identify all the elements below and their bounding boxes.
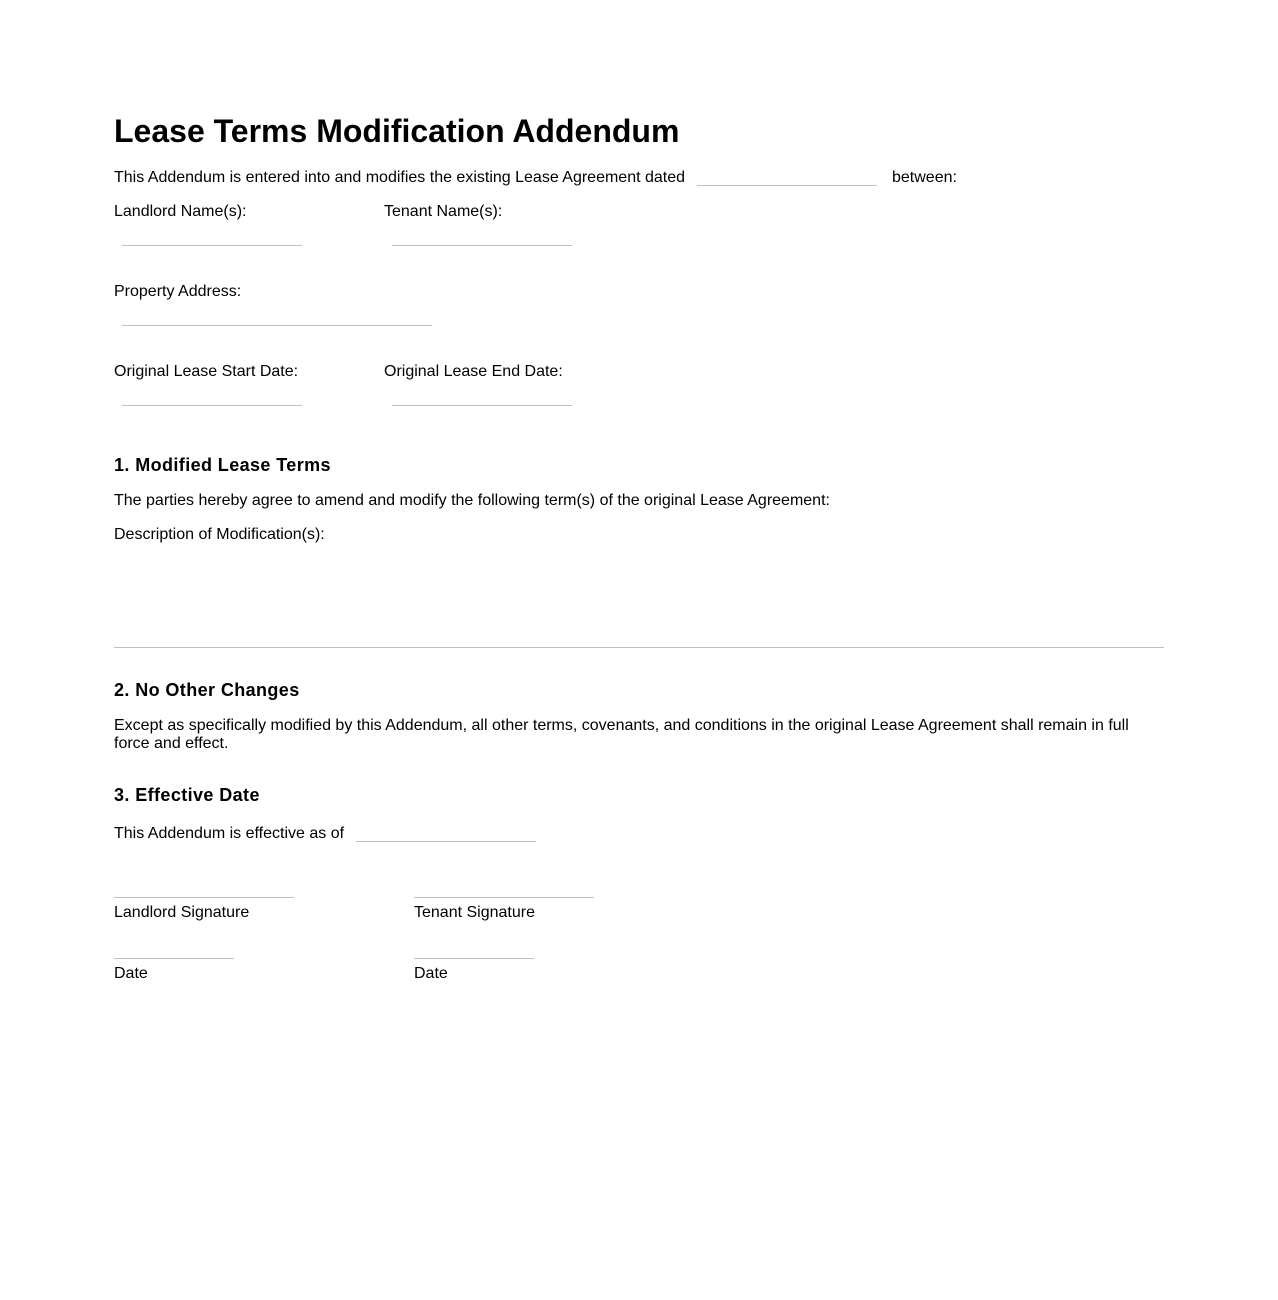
tenant-date-line[interactable]	[414, 958, 534, 959]
effective-date-input[interactable]	[356, 820, 536, 842]
page-title: Lease Terms Modification Addendum	[114, 113, 680, 149]
section-1-body: The parties hereby agree to amend and modify the following term(s) of the original Lease Agreement:	[114, 492, 830, 509]
lease-end-date-label: Original Lease End Date:	[384, 363, 563, 380]
section-2-body: Except as specifically modified by this Addendum, all other terms, covenants, and conditions in the original Lease Agreement shall remain in full force and effect.	[114, 717, 1129, 752]
property-address-label: Property Address:	[114, 283, 242, 300]
landlord-signature-line[interactable]	[114, 897, 294, 898]
lease-start-date-label: Original Lease Start Date:	[114, 363, 299, 380]
tenant-signature-label: Tenant Signature	[414, 904, 535, 921]
modification-description-label: Description of Modification(s):	[114, 526, 325, 543]
tenant-name-input[interactable]	[392, 224, 572, 246]
landlord-signature-label: Landlord Signature	[114, 904, 250, 921]
landlord-date-label: Date	[114, 965, 148, 982]
tenant-name-label: Tenant Name(s):	[384, 203, 503, 220]
section-2-heading: 2. No Other Changes	[114, 680, 300, 700]
modification-description-input[interactable]	[114, 552, 1164, 648]
section-3-body: This Addendum is effective as of	[114, 825, 345, 842]
property-address-input[interactable]	[122, 304, 432, 326]
tenant-date-label: Date	[414, 965, 448, 982]
lease-end-date-input[interactable]	[392, 384, 572, 406]
landlord-name-label: Landlord Name(s):	[114, 203, 247, 220]
tenant-signature-line[interactable]	[414, 897, 594, 898]
lease-start-date-input[interactable]	[122, 384, 302, 406]
landlord-date-line[interactable]	[114, 958, 234, 959]
intro-between-text: between:	[892, 169, 957, 186]
landlord-name-input[interactable]	[122, 224, 302, 246]
section-3-heading: 3. Effective Date	[114, 785, 260, 805]
lease-date-input[interactable]	[697, 164, 877, 186]
section-1-heading: 1. Modified Lease Terms	[114, 455, 331, 475]
intro-text: This Addendum is entered into and modifies the existing Lease Agreement dated	[114, 169, 686, 186]
